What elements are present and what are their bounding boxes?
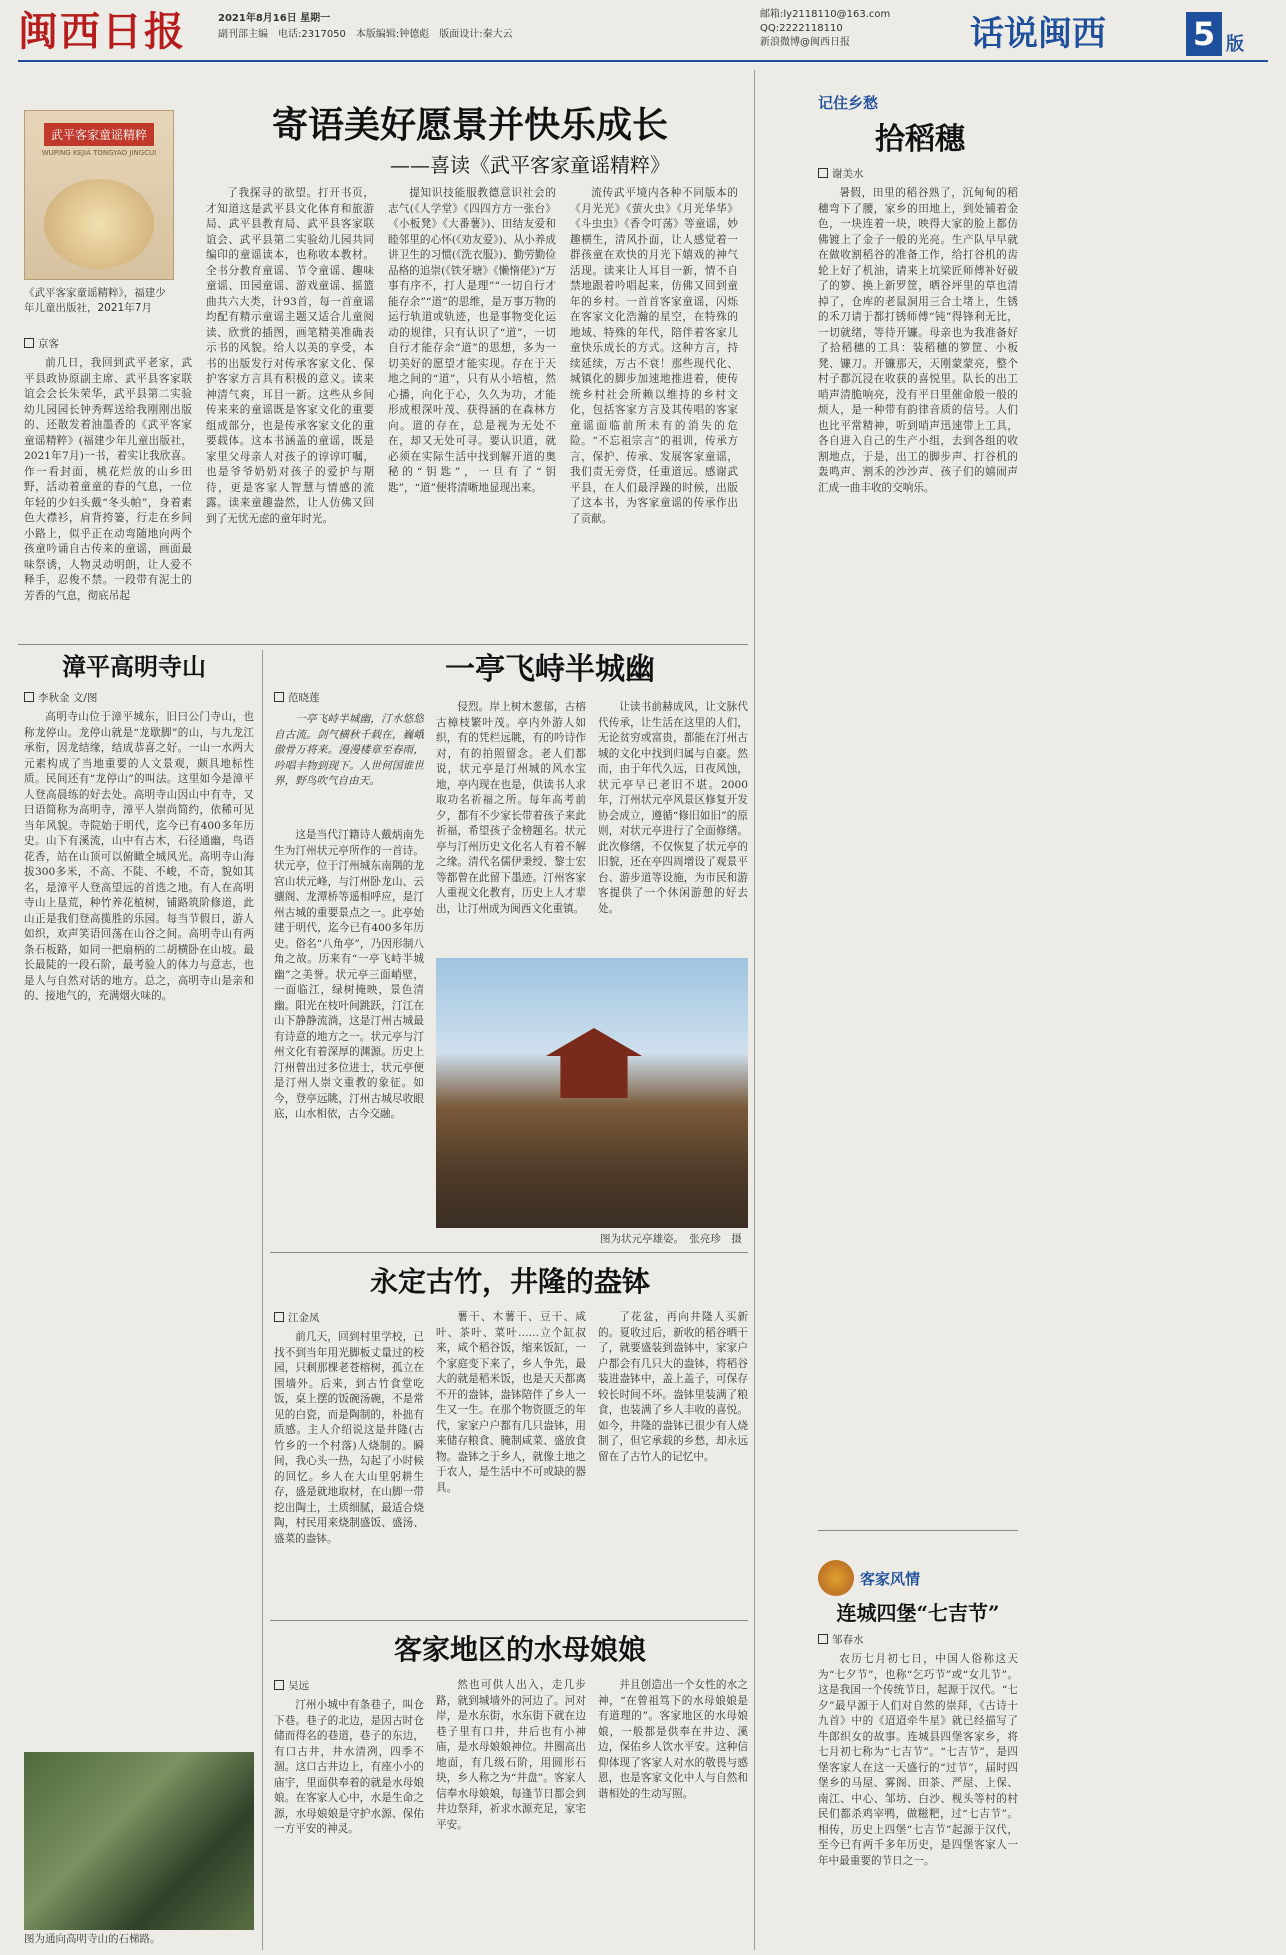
- page-number-suffix: 版: [1226, 34, 1244, 55]
- page-number: [1186, 12, 1246, 56]
- lead-bottom-rule: [18, 644, 748, 645]
- shuimu-col-3: 并且创造出一个女性的水之神，“在曾祖笃下的水母娘娘是有道理的”。客家地区的水母娘娘，一般都是供奉在井边、溪边，保佑乡人饮水平安。这种信仰体现了客家人对水的敬畏与感恩，也是客家文化中人与自然和谐相处的生动写照。: [598, 1679, 748, 1800]
- shuimu-author: 吴远: [274, 1678, 414, 1694]
- rice-author: 谢美水: [818, 166, 1018, 182]
- pavilion-shape: [546, 1028, 642, 1098]
- zhangping-body: 高明寺山位于漳平城东，旧曰公门寺山，也称龙停山。龙停山就是“龙歇脚”的山，与九龙江承衔，因龙结缘，结成恭喜之好。一山一水两大元素构成了当地重要的人文景观，颇具地标性质。民间还有“龙停山”的叫法。这里如今是漳平人登高晨练的好去处。高明寺山因山中有寺，又曰语简称为高明寺，漳平人崇尚简约，依稀可见当年风貌。寺院始于明代，迄今已有400多年历史。山下有溪流，山中有古木，石径通幽，鸟语花香，站在山顶可以俯瞰全城风光。高明寺山海拔300多米，不高、不陡、不峻，不奇，貌如其名，是漳平人登高望远的首选之地。有人在高明寺山上垦荒，种竹养花植树，铺路筑阶修道，此山正是我们登高揽胜的乐园。每当节假日，游人如织，欢声笑语回荡在山谷之间。高明寺山有两条石板路，如同一把扇柄的二胡横卧在山坡。最长最陡的一段石阶，最考验人的体力与意志，也是人与自然对话的地方。总之，高明寺山是亲和的、接地气的，充满烟火味的。: [24, 711, 254, 1002]
- lead-col-4: 流传武平境内各种不同版本的《月光光》《萤火虫》《月光华华》《斗虫虫》《香令叮荡》等童谣，妙趣横生，清风扑面，让人感觉着一群孩童在欢快的月光下嬉戏的神气活现。读来让人耳目一新，情不自禁地跟着吟唱起来，仿佛又回到童年的乡村。一首首客家童谣，闪烁在客家文化浩瀚的星空，在特殊的地域、特殊的年代，陪伴着客家儿童快乐成长的方式。这种方言，持续延续，万古不衰！那些现代化、城镇化的脚步加速地推进着，使传统乡村社会所赖以维持的乡村文化，包括客家方言及其传唱的客家童谣面临前所未有的消失的危险。“不忘祖宗言”的祖训，传承方言，保护、传承、发展客家童谣，我们责无旁贷，任重道远。感谢武平县，在人们最浮躁的时候，出版了这本书，为客家童谣的传承作出了贡献。: [570, 187, 738, 525]
- stone-path-photo: [24, 1752, 254, 1930]
- pavilion-photo: [436, 958, 748, 1228]
- section-tag-memory: 记住乡愁: [818, 94, 879, 112]
- section-title: 话说闽西: [970, 14, 1106, 54]
- rice-headline: 拾稻穗: [875, 122, 965, 157]
- yiting-headline: 一亭飞峙半城幽: [445, 652, 655, 687]
- contact-qq: QQ:2222118110: [760, 23, 843, 34]
- rice-body: 暑假，田里的稻谷熟了，沉甸甸的稻穗弯下了腰，家乡的田地上，到处铺着金色，一块连着一块，映得大家的脸上都仿佛镀上了金子一般的光亮。生产队早早就在做收割稻谷的准备工作，给打谷机的齿轮上好了机油，请来上坑梁匠师傅补好破了的箩、换上新罗筐，晒谷坪里的草也清掉了，仓库的老鼠洞用三合土堵上，生锈的禾刀请于都打锈师傅“钝”得锋利无比，一切就绪，等待开镰。母亲也为我准备好了拾稻穗的工具：装稻穗的箩筐、小板凳、镰刀。开镰那天，天刚蒙蒙亮，整个村子都沉浸在收获的喜悦里。队长的出工哨声清脆响亮，没有平日里催命般一般的烦人，是一种带有韵律音质的信号。人们也比平常精神，听到哨声迅速带上工具，各自进入自己的生产小组，去到各组的收割地点，于是，出工的脚步声、打谷机的轰鸣声、割禾的沙沙声、孩子们的嬉闹声汇成一曲丰收的交响乐。: [818, 187, 1018, 494]
- book-caption: 《武平客家童谣精粹》，福建少年儿童出版社，2021年7月: [24, 287, 166, 314]
- festival-tag-emblem: [818, 1560, 854, 1596]
- book-cover-title: 武平客家童谣精粹: [44, 123, 154, 146]
- lead-subtitle: ——喜读《武平客家童谣精粹》: [390, 153, 670, 177]
- shuimu-col-1: 汀州小城中有条巷子，叫仓下巷。巷子的北边，是因古时仓储而得名的巷道，巷子的东边，有口古井，井水清冽，四季不涸。这口古井边上，有座小小的庙宇，里面供奉着的就是水母娘娘。在客家人心中，水是生命之源，水母娘娘是守护水源、保佑一方平安的神灵。: [274, 1699, 424, 1835]
- lead-author: 京客: [24, 336, 174, 352]
- yiting-caption: 图为状元亭雄姿。 张亮珍 摄: [600, 1233, 742, 1245]
- yiting-col-3: 让读书前赫成风，让文脉代代传承，让生活在这里的人们，无论贫穷或富贵，都能在汀州古城的文化中找到归属与自豪。然而，由于年代久远，日夜风蚀，状元亭早已老旧不堪。2000年，汀州状元亭风景区修复开发协会成立，遵循“修旧如旧”的原则，对状元亭进行了全面修缮。此次修缮，不仅恢复了状元亭的旧貌，还在亭四周增设了观景平台、游步道等设施，为市民和游客提供了一个休闲游憩的好去处。: [598, 701, 748, 915]
- festival-headline: 连城四堡“七吉节”: [836, 1601, 1000, 1625]
- festival-author: 邹春水: [818, 1632, 1018, 1648]
- masthead-rule: [18, 60, 1268, 62]
- shuimu-col-2: 然也可供人出入，走几步路，就到城墙外的河边了。河对岸，是水东街，水东街下就在边巷子里有口井，井后也有小神庙，是水母娘娘神位。井圈高出地面，有几级石阶，用圆形石块，乡人称之为“井盘”。客家人信奉水母娘娘，每逢节日都会到井边祭拜，祈求水源充足，家宅平安。: [436, 1679, 586, 1831]
- yongding-col-3: 了花盆，再向井隆人买新的。夏收过后，新收的稻谷晒干了，就要盛装到盎钵中，家家户户都会有几只大的盎钵，将稻谷装进盎钵中，盖上盖子，可保存较长时间不坏。盎钵里装满了粮食，也装满了乡人丰收的喜悦。如今，井隆的盎钵已很少有人烧制了，但它承载的乡愁，却永远留在了古竹人的记忆中。: [598, 1311, 748, 1463]
- book-cover-illustration: [44, 179, 154, 269]
- shuimu-headline: 客家地区的水母娘娘: [393, 1633, 646, 1666]
- festival-top-rule: [818, 1530, 1018, 1531]
- lead-headline: 寄语美好愿景并快乐成长: [271, 104, 668, 146]
- book-cover-pinyin: WUPING KEJIA TONGYAO JINGCUI: [41, 149, 157, 157]
- festival-body: 农历七月初七日，中国人俗称这天为“七夕节”，也称“乞巧节”或“女儿节”。这是我国一个传统节日，起源于汉代。“七夕”最早源于人们对自然的崇拜，《古诗十九首》中的《迢迢牵牛星》就已经描写了牛郎织女的故事。连城县四堡客家乡，将七月初七称为“七吉节”。“七吉节”，是四堡客家人在这一天盛行的“过节”，届时四堡乡的马屋、雾阁、田茶、严屋、上保、南江、中心、邹坊、白沙、枧头等村的村民们都杀鸡宰鸭，做糍粑，过“七吉节”。相传，历史上四堡“七吉节”起源于汉代，至今已有两千多年历史，是四堡客家人一年中最重要的节日之一。: [818, 1653, 1018, 1867]
- lead-col-1: 前几日，我回到武平老家，武平县政协原副主席、武平县客家联谊会会长朱荣华，武平县第二实验幼儿园园长钟秀辉送给我刚刚出版的、还散发着油墨香的《武平客家童谣精粹》(福建少年儿童出版社，2021年7月)一书，着实让我欣喜。作一看封面，桃花烂放的山乡田野，活动着童童的春的气息，一位年轻的少妇头戴“冬头帕”，身着素色大襟衫，肩背挎篓，行走在乡间小路上，似乎正在动弯随地向两个孩童吟诵自古传来的童谣，画面最味祭诱，人物灵动明朗，让人爱不释手，忍俊不禁。一段带有泥土的芳香的气息，彻底吊起: [24, 357, 192, 602]
- yongding-col-2: 薯干、木薯干、豆干、咸叶、茶叶、菜叶……立个缸叔来，咸个稻谷饭，缩来饭缸，一个家庭变下来了，乡人争先，最大的就是稻米饭，也是天天都离不开的盎钵，盎钵陪伴了乡人一生又一生。在那个物资匮乏的年代，家家户户都有几只盎钵，用来储存粮食、腌制咸菜、盛放食物。盎钵之于乡人，就像土地之于农人，是生活中不可或缺的器具。: [436, 1311, 586, 1494]
- issue-date: 2021年8月16日 星期一: [218, 13, 331, 24]
- yiting-author: 范晓莲: [274, 690, 414, 706]
- contact-email: 邮箱:ly2118110@163.com: [760, 9, 891, 20]
- book-cover-image: [24, 110, 174, 280]
- lead-col-2: 了我探寻的欲望。打开书页，才知道这是武平县文化体育和旅游局、武平县教育局、武平县客家联谊会、武平县第二实验幼儿园共同编印的童谣读本，也称收本教材。全书分教育童谣、节令童谣、趣味童谣、田园童谣、游戏童谣、摇篮曲共六大类，计93首，每一首童谣均配有精示童谣主题又适合儿童阅读、欣赏的插图，画笔精美准确表示书的风貌。给人以美的享受，本书的出版发行对传承客家文化、保护客家方言具有积极的意义。读来神清气爽，耳目一新。这些从乡间传来来的童谣既是客家文化的重要组成部分，也是传承客家文化的重要载体。这本书涵盖的童谣，既是家里父母亲人对孩子的谆谆叮嘱，也是爷爷奶奶对孩子的爱护与期待，更是客家人智慧与情感的流露。读来童趣盎然，让人仿佛又回到了无忧无虑的童年时光。: [206, 187, 374, 525]
- yiting-poem: 一亭飞峙半城幽，汀水悠悠自古流。剑气横秋千载在，巍峨傲骨万将来。漫漫楼章至春雨，吟唱丰物到现下。人世何国谁世界，野鸟吹气自由天。: [274, 713, 424, 787]
- yongding-headline: 永定古竹，井隆的盎钵: [369, 1265, 650, 1298]
- yongding-top-rule: [270, 1252, 748, 1253]
- yongding-col-1: 前几天，回到村里学校，已找不到当年用光脚板丈量过的校园，只剩那棵老苍榕树，孤立在围墙外。后来，到古竹食堂吃饭，桌上摆的饭碗汤碗，不是常见的白瓷，而是陶制的，朴拙有质感。主人介绍说这是井隆(古竹乡的一个村落)人烧制的。瞬间，我心头一热，勾起了小时候的回忆。乡人在大山里躬耕生存，盛是就地取材，在山脚一带挖出陶土，土质细腻，最适合烧陶，村民用来烧制盛饭、盛汤、盛菜的盎钵。: [274, 1331, 424, 1545]
- yiting-col-1: 这是当代汀籍诗人戴炳南先生为汀州状元亭所作的一首诗。状元亭，位于汀州城东南隅的龙宫山状元峰，与汀州卧龙山、云骧阁、龙潭桥等遥相呼应，是汀州古城的重要景点之一。此亭始建于明代，迄今已有400多年历史。俗名“八角亭”，乃因形制八角之故。历来有“一亭飞峙半城幽”之美誉。状元亭三面峭壁，一面临江，绿树掩映，景色清幽。阳光在枝叶间跳跃，汀江在山下静静流淌，这是汀州古城最有诗意的地方之一。状元亭与汀州文化有着深厚的渊源。历史上汀州曾出过多位进士，状元亭便是汀州人崇文重教的象征。如今，登亭远眺，汀州古城尽收眼底，山水相依，古今交融。: [274, 829, 424, 1120]
- newspaper-logo: 闽西日报: [18, 8, 186, 55]
- lead-col-3: 提知识技能服教德意识社会的志气(《人学堂》《四四方方一张台》《小板凳》《大番薯》)、田结友爱和睦邻里的心怀(《劝友爱》)、从小养成讲卫生的习惯(《洗衣服》)、勤劳勤俭品格的追崇(《铁牙塘》《懒惰佬》)“万事有序不，打人是理”“一切自行才能存余”“道”的思维，是万事万物的运行轨道或轨迹，也是事物变化运动的规律，只有认识了“道”，一切自行才能存余“道”的思想，多为一切美好的愿望才能实现。存在于天地之间的“道”，只有从小培植，然心播，向化于心，久久为功，才能形成根深叶茂、获得涵的在森林方向。道的存在，总是视为无处不在，却又无处可寻。要认识道，就必须在实际生活中找到解开道的奥秘的“钥匙”，一旦有了“钥匙”，“道”便将清晰地显现出来。: [388, 187, 556, 494]
- zhangping-divider: [262, 650, 263, 1950]
- zhangping-headline: 漳平高明寺山: [62, 652, 206, 681]
- yongding-author: 江金凤: [274, 1310, 414, 1326]
- page-number-digit: 5: [1186, 12, 1222, 56]
- right-column-divider: [754, 70, 755, 1950]
- zhangping-caption: 图为通向高明寺山的石梯路。: [24, 1933, 161, 1945]
- zhangping-author: 李秋金 文/图: [24, 690, 224, 706]
- contact-weibo: 新浪微博@闽西日报: [760, 37, 850, 48]
- yiting-col-2: 侵烈。岸上树木葱郁，古榕古樟枝繁叶茂。亭内外游人如织，有的凭栏远眺，有的吟诗作对，有的拍照留念。老人们都说，状元亭是汀州城的风水宝地，亭内现在也是，供读书人求取功名祈福之所。每年高考前夕，都有不少家长带着孩子来此祈福，希望孩子金榜题名。状元亭与汀州历史文化名人有着不解之缘。清代名儒伊秉绶、黎士宏等都曾在此留下墨迹。汀州客家人重视文化教育，历史上人才辈出，让汀州成为闽西文化重镇。: [436, 701, 586, 915]
- section-tag-hakka: 客家风情: [860, 1570, 921, 1588]
- shuimu-top-rule: [270, 1620, 748, 1621]
- editor-line: 副刊部主编 电话:2317050 本版编辑:钟德彪 版面设计:秦大云: [218, 29, 513, 40]
